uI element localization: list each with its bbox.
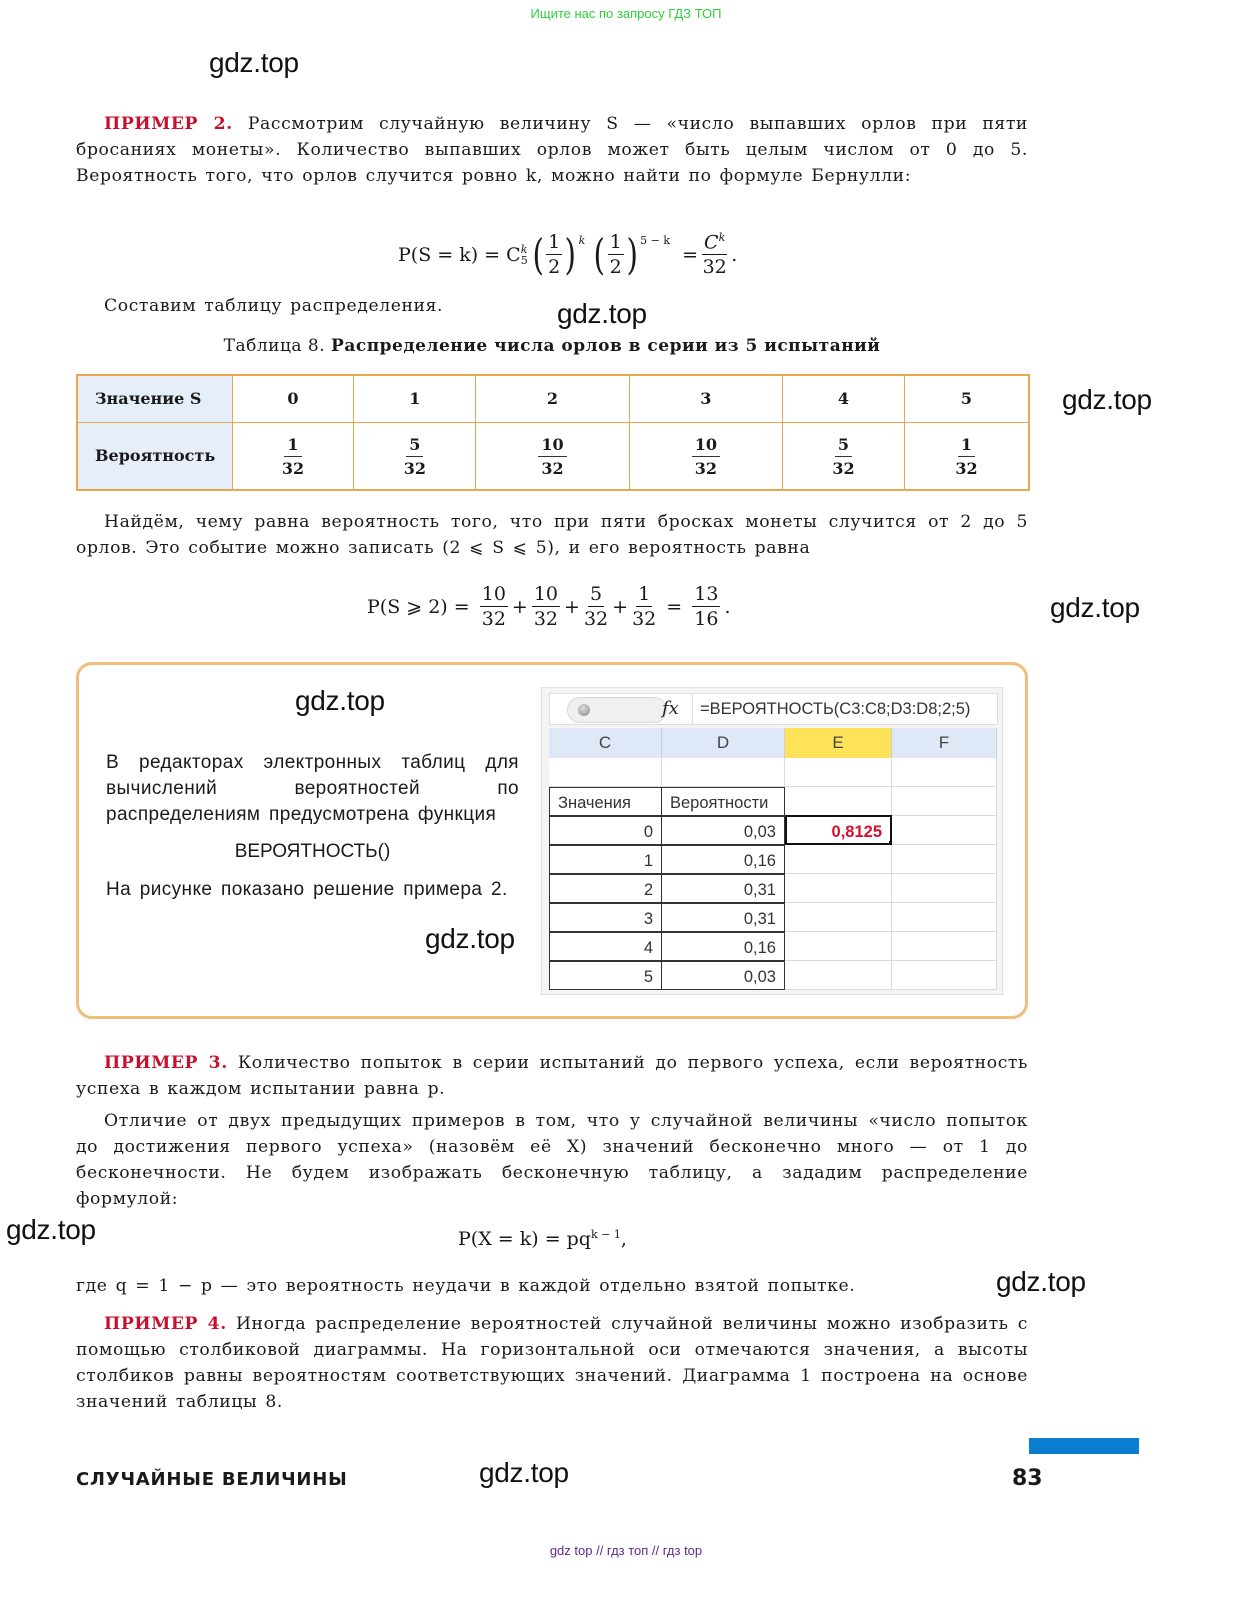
sum-formula	[367, 585, 731, 629]
divider	[692, 694, 693, 724]
function-name: ВЕРОЯТНОСТЬ()	[234, 841, 391, 862]
info-text-1: В редакторах электронных таблиц для вычислений вероятностей по распределениям предусмотрена функция	[106, 752, 519, 825]
fx-icon: fx	[662, 698, 679, 719]
cell[interactable]	[892, 845, 997, 874]
den: 2	[609, 255, 622, 278]
den: 32	[541, 458, 564, 478]
where-q-text: где q = 1 − p — это вероятность неудачи в каждой отдельно взятой попытке.	[76, 1276, 856, 1296]
plus: +	[612, 596, 629, 618]
column-header-c[interactable]: C	[549, 728, 662, 758]
bottom-banner: gdz top // гдз топ // гдз top	[549, 1543, 703, 1558]
den: 16	[694, 608, 719, 630]
table-cell: 4	[783, 375, 905, 422]
example-3-text: Количество попыток в серии испытаний до первого успеха, если вероятность успеха в каждом испытании равна p.	[76, 1053, 1028, 1099]
cell[interactable]	[549, 758, 662, 787]
den: 32	[632, 608, 657, 630]
watermark: gdz.top	[996, 1266, 1086, 1297]
den: 32	[694, 458, 717, 478]
fraction	[480, 585, 508, 629]
den: 32	[533, 608, 559, 630]
example-4-text: Иногда распределение вероятностей случайной величины можно изобразить с помощью столбиковой диаграммы. На горизонтальной оси отмечаются значения, а высоты столбиков равны вероятностям соответствующих значений. Диаграмма 1 построена на основе значений таблицы 8.	[76, 1314, 1028, 1412]
num: 1	[284, 437, 301, 457]
fraction	[281, 434, 305, 478]
paren-right: )	[626, 229, 638, 279]
num: 1	[609, 230, 622, 253]
watermark: gdz.top	[425, 923, 515, 954]
plus: +	[564, 596, 580, 618]
table-cell	[783, 422, 905, 490]
formula-lhs: P(S ⩾ 2) =	[367, 596, 470, 618]
formula-input[interactable]: =ВЕРОЯТНОСТЬ(C3:C8;D3:D8;2;5)	[700, 700, 971, 718]
name-box[interactable]	[567, 697, 667, 723]
exp-k-minus-1: k − 1	[590, 1228, 621, 1241]
num: 1	[958, 437, 975, 457]
example-2-paragraph	[76, 111, 1028, 189]
example-4-label: ПРИМЕР 4.	[104, 1314, 227, 1334]
num: 5	[406, 437, 423, 457]
cell[interactable]	[785, 845, 892, 874]
table-cell: 0	[232, 375, 354, 422]
sub-5: 5	[520, 253, 528, 267]
den: 32	[832, 458, 855, 478]
table-cell	[354, 422, 476, 490]
cell-value[interactable]: 5	[549, 961, 662, 990]
column-header-f[interactable]: F	[892, 728, 997, 758]
table-row-values	[77, 375, 1029, 422]
cell-header-values[interactable]: Значения	[549, 787, 662, 816]
half-fraction	[546, 230, 562, 278]
num: 1	[548, 230, 561, 253]
cell[interactable]	[892, 903, 997, 932]
cell[interactable]	[785, 932, 892, 961]
cell-value[interactable]: 1	[549, 845, 662, 874]
table-cell: 3	[629, 375, 782, 422]
info-text-2: На рисунке показано решение примера 2.	[106, 879, 508, 900]
comma: ,	[620, 1228, 627, 1250]
cell[interactable]	[892, 961, 997, 990]
plus: +	[511, 596, 528, 618]
half-fraction	[608, 230, 624, 278]
column-header-d[interactable]: D	[662, 728, 785, 758]
watermark: gdz.top	[479, 1457, 569, 1488]
cell[interactable]	[892, 816, 997, 845]
watermark: gdz.top	[1050, 592, 1140, 623]
cell-prob[interactable]: 0,31	[661, 874, 785, 903]
cell[interactable]	[892, 874, 997, 903]
table-cell	[904, 422, 1029, 490]
equals: =	[666, 596, 683, 618]
exp-5-minus-k: 5 − k	[640, 234, 671, 247]
cell-prob[interactable]: 0,31	[661, 903, 785, 932]
table-cell: 1	[354, 375, 476, 422]
rhs-fraction	[702, 232, 727, 277]
watermark: gdz.top	[209, 47, 299, 78]
formula-lhs: P(S = k) = C	[398, 243, 521, 266]
period: .	[731, 243, 738, 266]
paren-left: (	[532, 229, 544, 279]
num: 5	[835, 437, 852, 457]
cell[interactable]	[892, 758, 997, 787]
cell-value[interactable]: 2	[549, 874, 662, 903]
watermark: gdz.top	[6, 1214, 96, 1245]
table-cell: 5	[904, 375, 1029, 422]
example-3-paragraph-2: Отличие от двух предыдущих примеров в том, что у случайной величины «число попыток до достижения первого успеха» (назовём её X) значений бесконечно много — от 1 до бесконечности. Не будем изображать бесконечную таблицу, а зададим распределение формулой:	[76, 1111, 1028, 1209]
caption-prefix: Таблица 8.	[223, 336, 326, 356]
cell-result[interactable]: 0,8125	[785, 815, 892, 845]
example-2-text: Рассмотрим случайную величину S — «число выпавших орлов при пяти бросаниях монеты». Количество выпавших орлов может быть целым числом от 0 до 5. Вероятность того, что орлов случится ровно k, можно найти по формуле Бернулли:	[76, 114, 1028, 186]
cell[interactable]	[892, 787, 997, 816]
den: 32	[403, 458, 426, 478]
table-caption	[76, 336, 1028, 356]
num: 1	[638, 583, 651, 605]
cell-prob[interactable]: 0,16	[661, 932, 785, 961]
fraction	[403, 434, 426, 478]
column-header-e[interactable]: E	[785, 728, 892, 758]
row-header-value: Значение S	[77, 375, 232, 422]
fraction	[692, 434, 720, 478]
compose-table-text: Составим таблицу распределения.	[104, 296, 444, 316]
find-probability-paragraph: Найдём, чему равна вероятность того, что при пяти бросках монеты случится от 2 до 5 орлов. Это событие можно записать (2 ⩽ S ⩽ 5), и его вероятность равна	[76, 512, 1028, 558]
sup-k: k	[520, 242, 528, 256]
row-header-probability: Вероятность	[77, 422, 232, 490]
den: 32	[955, 458, 978, 478]
section-title: СЛУЧАЙНЫЕ ВЕЛИЧИНЫ	[76, 1469, 348, 1490]
example-3-paragraph	[76, 1050, 1028, 1102]
accent-bar	[1029, 1438, 1139, 1454]
example-2-label: ПРИМЕР 2.	[104, 114, 233, 134]
paren-left: (	[593, 229, 606, 279]
sup-k: k	[718, 231, 726, 244]
cell-prob[interactable]: 0,16	[661, 845, 785, 874]
cell[interactable]	[892, 932, 997, 961]
den: 32	[281, 458, 305, 478]
example-3-label: ПРИМЕР 3.	[104, 1053, 228, 1073]
exp-k: k	[578, 234, 586, 247]
den: 32	[702, 256, 727, 279]
fraction	[632, 585, 656, 629]
fraction	[832, 434, 855, 478]
table-cell	[476, 422, 629, 490]
fraction	[538, 434, 566, 478]
top-banner: Ищите нас по запросу ГДЗ ТОП	[530, 6, 722, 21]
cell[interactable]	[662, 758, 785, 787]
watermark: gdz.top	[557, 298, 647, 329]
cell-header-probs[interactable]: Вероятности	[661, 787, 785, 816]
cell[interactable]	[785, 903, 892, 932]
cell[interactable]	[785, 874, 892, 903]
num: 5	[590, 583, 603, 605]
fraction	[955, 434, 978, 478]
cell-value[interactable]: 0	[549, 816, 662, 845]
table-cell: 2	[476, 375, 629, 422]
table-cell	[232, 422, 354, 490]
den: 32	[583, 608, 609, 630]
num: 10	[538, 437, 566, 457]
num: 10	[533, 583, 559, 605]
formula-lhs: P(X = k) = pq	[458, 1228, 591, 1250]
distribution-table	[76, 374, 1030, 491]
num	[702, 232, 727, 255]
cell-value[interactable]: 3	[549, 903, 662, 932]
cell-prob[interactable]: 0,03	[661, 816, 785, 845]
den: 2	[548, 255, 561, 278]
page-number: 83	[1012, 1466, 1043, 1491]
num: 10	[481, 583, 506, 605]
den: 32	[481, 608, 506, 630]
result-fraction	[692, 585, 720, 629]
spreadsheet-screenshot	[541, 687, 1003, 995]
bernoulli-formula	[398, 229, 738, 279]
geometric-formula	[458, 1228, 627, 1250]
cell[interactable]	[785, 758, 892, 787]
equals: =	[682, 243, 699, 266]
watermark: gdz.top	[295, 685, 385, 716]
table-row-probabilities	[77, 422, 1029, 490]
period: .	[724, 596, 731, 618]
cell[interactable]	[785, 787, 892, 816]
fraction	[532, 585, 560, 629]
cell-value[interactable]: 4	[549, 932, 662, 961]
circle-icon	[578, 704, 590, 716]
table-cell	[629, 422, 782, 490]
fraction	[584, 585, 608, 629]
formula-bar	[549, 693, 998, 725]
cell[interactable]	[785, 961, 892, 990]
example-4-paragraph	[76, 1311, 1028, 1415]
watermark: gdz.top	[1062, 384, 1152, 415]
num: 13	[694, 583, 719, 605]
paren-right: )	[564, 229, 577, 279]
num: 10	[692, 437, 720, 457]
caption-title: Распределение числа орлов в серии из 5 испытаний	[331, 336, 881, 356]
cell-prob[interactable]: 0,03	[661, 961, 785, 990]
c: C	[704, 231, 719, 254]
